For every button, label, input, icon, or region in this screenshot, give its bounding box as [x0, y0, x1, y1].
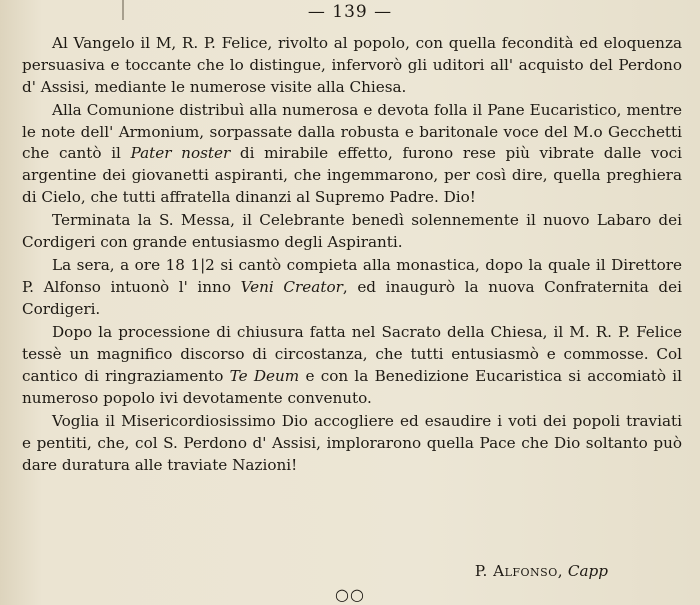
paragraph-text: Alla Comunione distribuì alla numerosa e devota folla il Pane Eucaristico, mentre le note dell' Armonium, sorpassate dalla robusta e baritonale voce del M.o Gecchetti che cantò il	[22, 100, 682, 163]
signature-order: Capp	[567, 562, 608, 580]
paragraph-communion	[22, 100, 682, 209]
paragraph-text: Voglia il Misericordiosissimo Dio accogliere ed esaudire i voti dei popoli traviati e pentiti, che, col S. Perdono d' Assisi, implorarono quella Pace che Dio soltanto può dare duratura alle traviate Nazioni!	[22, 412, 682, 474]
title-veni-creator: Veni Creator	[240, 278, 343, 297]
paragraph-procession	[22, 322, 682, 409]
paragraph-text: Dopo la processione di chiusura fatta nel Sacrato della Chiesa, il M. R. P. Felice tessè un magnifico discorso di circostanza, che tutti entusiasmò e commosse. Col cantico di ringraziamento	[22, 323, 682, 385]
body-text	[22, 33, 682, 476]
footer-ornament: ○○	[335, 585, 365, 604]
signature-name: P. Alfonso,	[474, 562, 564, 580]
paragraph-closing-prayer	[22, 411, 682, 476]
paragraph-text: Al Vangelo il M, R. P. Felice, rivolto al popolo, con quella fecondità ed eloquenza persuasiva e toccante che lo distingue, infervorò gli uditori all' acquisto del Perdono d' Assisi, mediante le numerose visite alla Chiesa.	[22, 34, 682, 96]
paragraph-text: di mirabile effetto, furono rese più vibrate dalle voci argentine dei giovanetti aspiranti, che ingemmarono, per così dire, quella preghiera di Cielo, che tutti affratella dinanzi al Supremo Padre. Dio!	[22, 144, 683, 207]
paragraph-text: La sera, a ore 18 1|2 si cantò compieta alla monastica, dopo la quale il Direttore P. Alfonso intuonò l' inno	[22, 256, 682, 297]
page-number: — 139 —	[307, 2, 393, 22]
paragraph-text: e con la Benedizione Eucaristica si accomiatò il numeroso popolo ivi devotamente convenuto.	[22, 366, 682, 407]
paragraph-mass-end	[22, 210, 682, 254]
paragraph-evening	[22, 255, 682, 320]
title-te-deum: Te Deum	[229, 366, 300, 385]
title-pater-noster: Pater noster	[130, 144, 231, 163]
paragraph-text: , ed inaugurò la nuova Confraternita dei Cordigeri.	[22, 278, 682, 319]
paragraph-gospel	[22, 33, 682, 98]
paragraph-text: Terminata la S. Messa, il Celebrante benedì solennemente il nuovo Labaro dei Cordigeri con grande entusiasmo degli Aspiranti.	[22, 211, 682, 252]
signature	[475, 562, 608, 580]
